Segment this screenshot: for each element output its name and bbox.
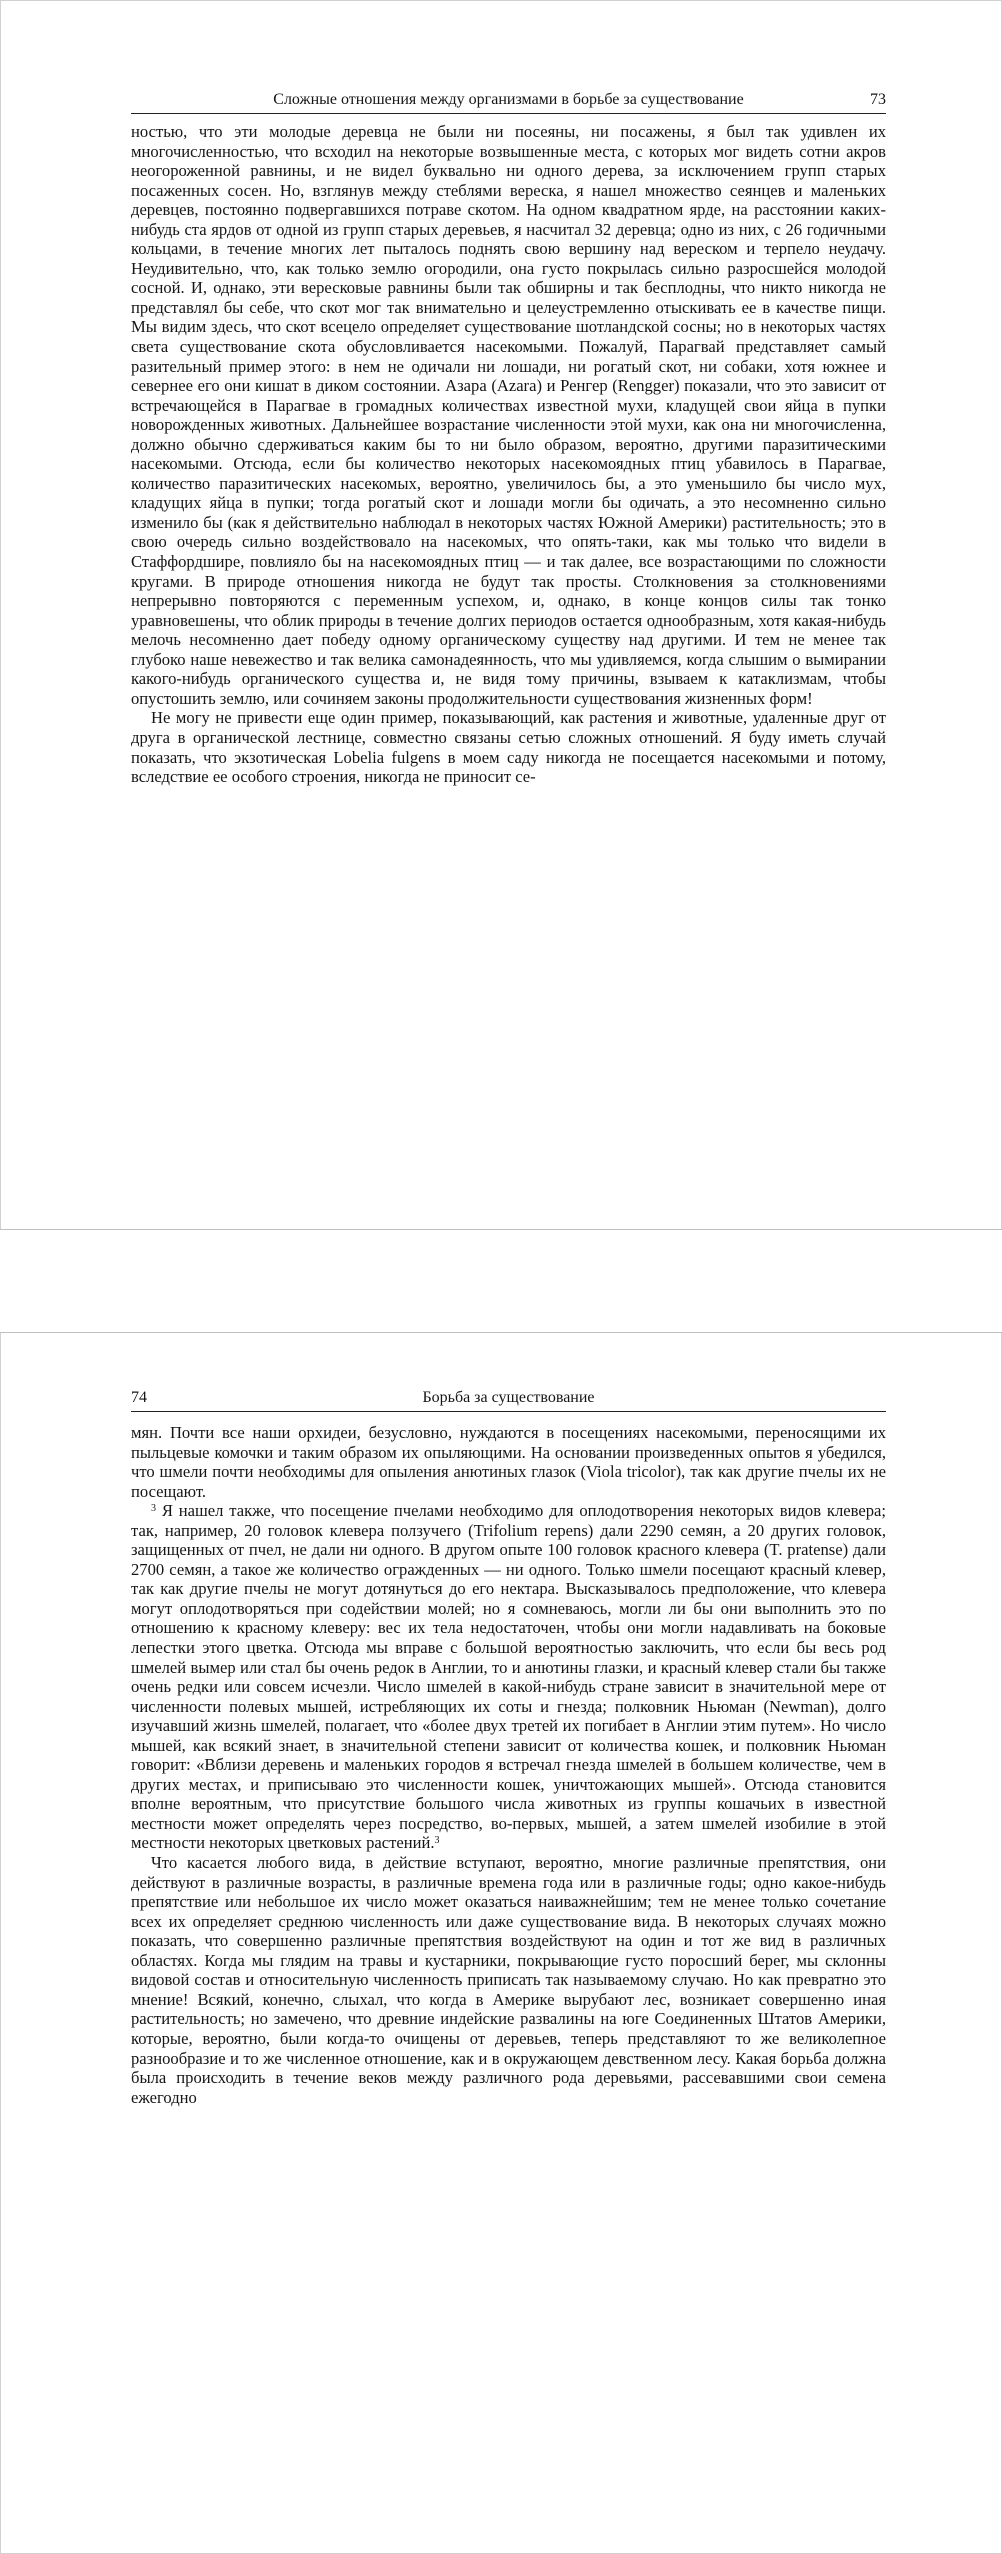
paragraph-text: Я нашел также, что посещение пчелами необходимо для оплодотворения некоторых видов клевера; так, например, 20 головок клевера ползучего (Trifolium repens) дали 2290 семян, а 20 других головок, защищенных от пчел, не дали ни одного. В другом опыте 100 головок красного клевера (T. pratense) дали 2700 семян, а такое же количество огражденных — ни одного. Только шмели посещают красный клевер, так как другие пчелы не могут дотянуться до его нектара. Высказывалось предположение, что клевера могут оплодотворяться при содействии молей; но я сомневаюсь, могли ли бы они выполнить это по отношению к красному клеверу: вес их тела недостаточен, чтобы они могли надавливать на боковые лепестки этого цветка. Отсюда мы вправе с большой вероятностью заключить, что если бы весь род шмелей вымер или стал бы очень редок в Англии, то и анютины глазки, и красный клевер стали бы также очень редки или совсем исчезли. Число шмелей в какой-нибудь стране зависит в значительной мере от численности полевых мышей, истребляющих их соты и гнезда; полковник Ньюман (Newman), долго изучавший жизнь шмелей, полагает, что «более двух третей их погибает в Англии этим путем». Но число мышей, как всякий знает, в значительной степени зависит от количества кошек, и полковник Ньюман говорит: «Вблизи деревень и маленьких городов я встречал гнезда шмелей в большем количестве, чем в других местах, и приписываю это численности кошек, уничтожающих мышей». Отсюда становится вполне вероятным, что присутствие большого числа животных из группы кошачьих в известной местности может определять через посредство, во-первых, мышей, а затем шмелей изобилие в этой местности некоторых цветковых растений. [131, 1501, 886, 1853]
paragraph [131, 1501, 886, 1853]
page-number: 74 [131, 1389, 147, 1406]
running-header [131, 83, 886, 114]
page-body [131, 122, 886, 787]
running-header [131, 1381, 886, 1412]
paragraph: Что касается любого вида, в действие вступают, вероятно, многие различные препятствия, они действуют в различные возрасты, в различные времена года или в различные годы; одно какое-нибудь препятствие или небольшое их число может оказаться наиважнейшим; тем не менее только сочетание всех их определяет среднюю численность или даже существование вида. В некоторых случаях можно показать, что совершенно различные препятствия воздействуют на один и тот же вид в различных областях. Когда мы глядим на травы и кустарники, покрывающие густо поросший берег, мы склонны видовой состав и относительную численность приписать так называемому случаю. Но как превратно это мнение! Всякий, конечно, слыхал, что когда в Америке вырубают лес, возникает совершенно иная растительность; но замечено, что древние индейские развалины на юге Соединенных Штатов Америки, которые, вероятно, были когда-то очищены от деревьев, теперь представляют то же великолепное разнообразие и то же численное отношение, как и в окружающем девственном лесу. Какая борьба должна была происходить в течение веков между различного рода деревьями, рассевавшими свои семена ежегодно [131, 1853, 886, 2107]
page-separator [0, 1229, 1002, 1333]
header-title: Борьба за существование [422, 1389, 595, 1406]
header-title: Сложные отношения между организмами в борьбе за существование [273, 91, 744, 108]
paragraph: Не могу не привести еще один пример, показывающий, как растения и животные, удаленные друг от друга в органической лестнице, совместно связаны сетью сложных отношений. Я буду иметь случай показать, что экзотическая Lobelia fulgens в моем саду никогда не посещается насекомыми и потому, вследствие ее особого строения, никогда не приносит се- [131, 708, 886, 787]
page-body [131, 1423, 886, 2107]
footnote-marker: 3 [151, 1503, 156, 1515]
page-73 [0, 0, 1002, 1229]
page-number: 73 [870, 91, 886, 108]
page-74 [0, 1333, 1002, 2554]
footnote-marker: 3 [434, 1835, 440, 1847]
paragraph: мян. Почти все наши орхидеи, безусловно, нуждаются в посещениях насекомыми, переносящими их пыльцевые комочки и таким образом их опыляющими. На основании произведенных опытов я убедился, что шмели почти необходимы для опыления анютиных глазок (Viola tricolor), так как другие пчелы их не посещают. [131, 1423, 886, 1501]
paragraph: ностью, что эти молодые деревца не были ни посеяны, ни посажены, я был так удивлен их многочисленностью, что всходил на некоторые возвышенные места, с которых мог видеть сотни акров неогороженной равнины, и не видел буквально ни одного дерева, за исключением групп старых посаженных сосен. Но, взглянув между стеблями вереска, я нашел множество сеянцев и маленьких деревцев, постоянно подвергавшихся потраве скотом. На одном квадратном ярде, на расстоянии каких-нибудь ста ярдов от одной из групп старых деревьев, я насчитал 32 деревца; одно из них, с 26 годичными кольцами, в течение многих лет пыталось поднять свою вершину над вереском и терпело неудачу. Неудивительно, что, как только землю огородили, она густо покрылась сильно разросшейся молодой сосной. И, однако, эти вересковые равнины были так обширны и так бесплодны, что никто никогда не представлял бы себе, что скот мог так внимательно и целеустремленно отыскивать ее в качестве пищи. Мы видим здесь, что скот всецело определяет существование шотландской сосны; но в некоторых частях света существование скота обусловливается насекомыми. Пожалуй, Парагвай представляет самый разительный пример этого: в нем не одичали ни лошади, ни рогатый скот, ни собаки, хотя южнее и севернее его они кишат в диком состоянии. Азара (Azara) и Ренгер (Rengger) показали, что это зависит от встречающейся в Парагвае в громадных количествах известной мухи, кладущей свои яйца в пупки новорожденных животных. Дальнейшее возрастание численности этой мухи, как она ни многочисленна, должно обычно сдерживаться каким бы то ни было образом, вероятно, другими паразитическими насекомыми. Отсюда, если бы количество некоторых насекомоядных птиц убавилось в Парагвае, количество паразитических насекомых, вероятно, увеличилось бы, а это уменьшило бы число мух, кладущих яйца в пупки; тогда рогатый скот и лошади могли бы одичать, а это несомненно сильно изменило бы (как я действительно наблюдал в некоторых частях Южной Америки) растительность; это в свою очередь сильно воздействовало на насекомых, что опять-таки, как мы только что видели в Стаффордшире, повлияло бы на насекомоядных птиц — и так далее, все возрастающими по сложности кругами. В природе отношения никогда не будут так просты. Столкновения за столкновениями непрерывно повторяются с переменным успехом, и, однако, в конце концов силы так тонко уравновешены, что облик природы в течение долгих периодов остается однообразным, хотя какая-нибудь мелочь несомненно дает победу одному органическому существу над другими. И тем не менее так глубоко наше невежество и так велика самонадеянность, что мы удивляемся, когда слышим о вымирании какого-нибудь органического существа и, не видя тому причины, взываем к катаклизмам, чтобы опустошить землю, или сочиняем законы продолжительности существования жизненных форм! [131, 122, 886, 708]
